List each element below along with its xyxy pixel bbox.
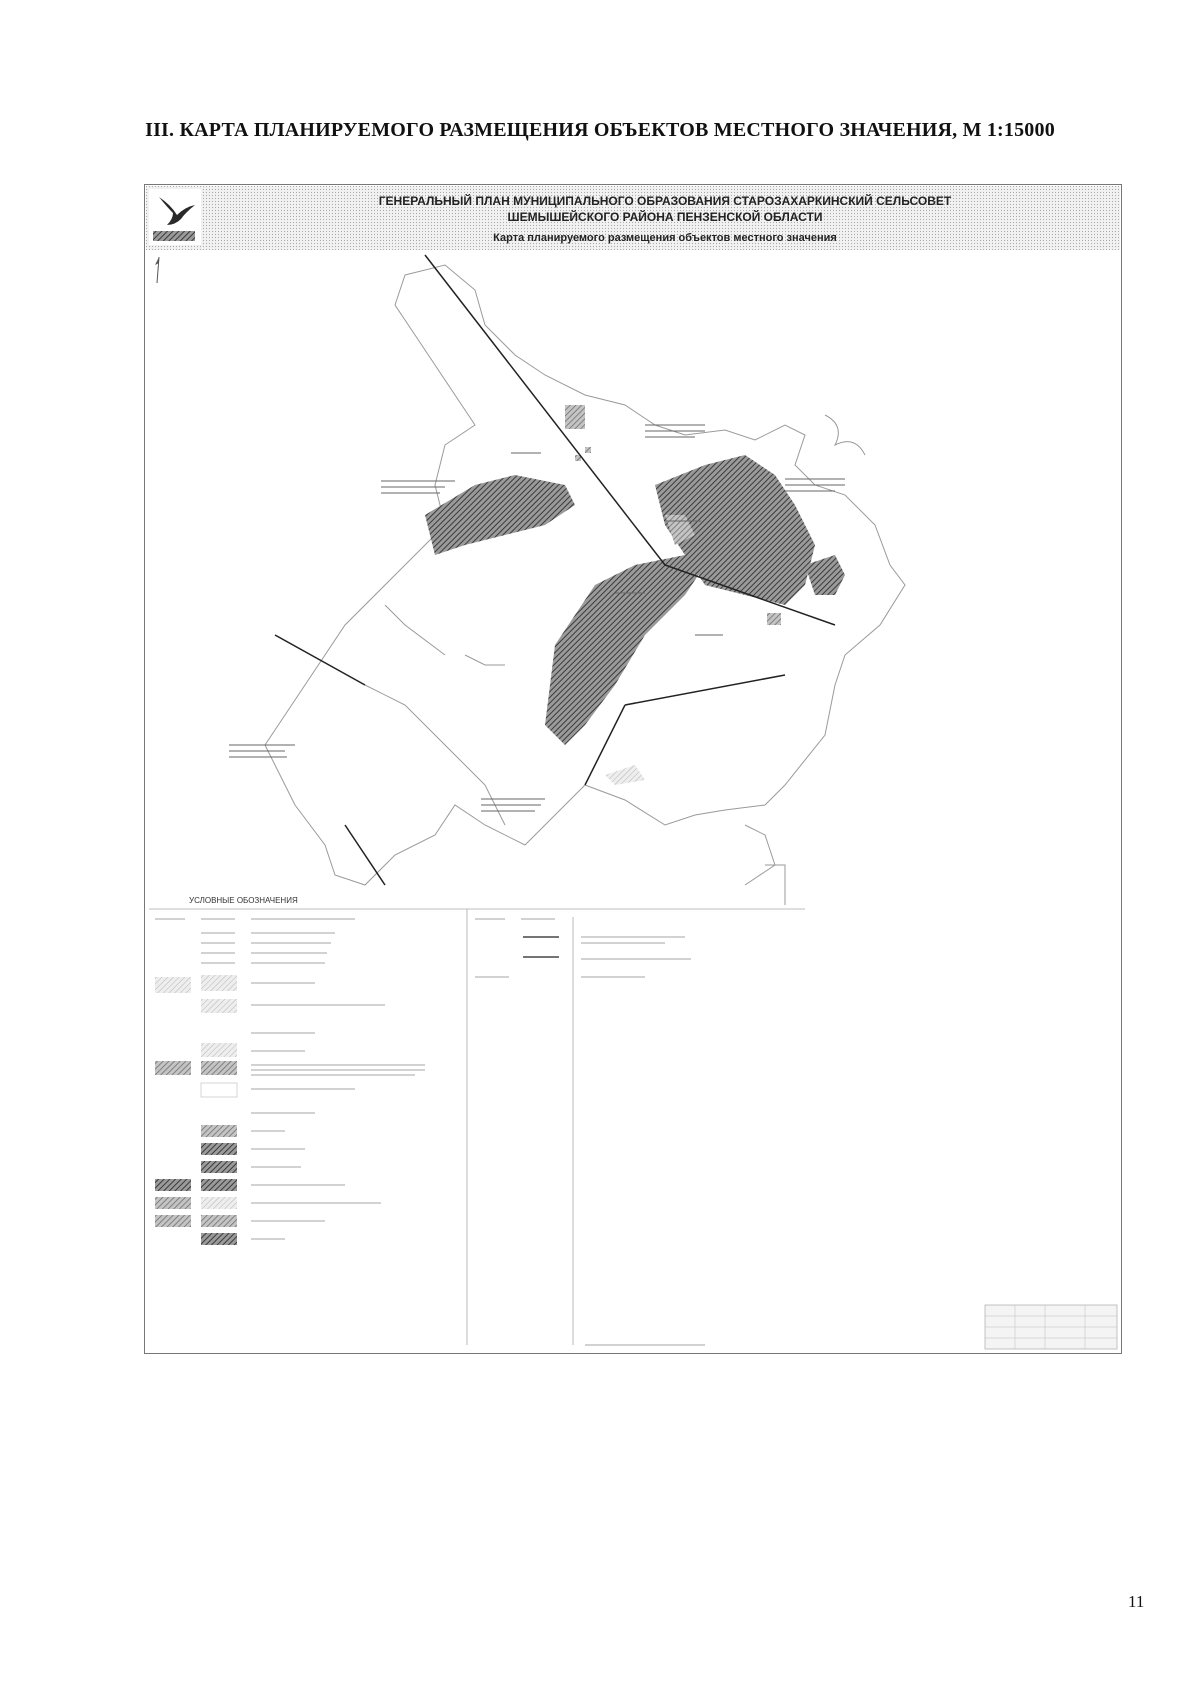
territory-outline bbox=[265, 265, 905, 905]
map-sheet bbox=[144, 184, 1122, 1354]
map-header-line2: ШЕМЫШЕЙСКОГО РАЙОНА ПЕНЗЕНСКОЙ ОБЛАСТИ bbox=[507, 210, 823, 224]
map-header-line1: ГЕНЕРАЛЬНЫЙ ПЛАН МУНИЦИПАЛЬНОГО ОБРАЗОВАНИЯ СТАРОЗАХАРКИНСКИЙ СЕЛЬСОВЕТ bbox=[378, 194, 952, 208]
map-canvas bbox=[145, 185, 1121, 1353]
title-block-stamp bbox=[985, 1305, 1117, 1349]
page-number: 11 bbox=[1128, 1592, 1145, 1611]
legend bbox=[149, 896, 805, 1345]
document-title: III. КАРТА ПЛАНИРУЕМОГО РАЗМЕЩЕНИЯ ОБЪЕКТОВ МЕСТНОГО ЗНАЧЕНИЯ, М 1:15000 bbox=[145, 119, 1055, 141]
settlement-zones bbox=[425, 405, 845, 785]
map-subtitle: Карта планируемого размещения объектов местного значения bbox=[493, 232, 837, 244]
swallow-logo-icon bbox=[149, 189, 201, 245]
north-arrow-icon bbox=[155, 257, 159, 283]
legend-title: УСЛОВНЫЕ ОБОЗНАЧЕНИЯ bbox=[189, 896, 298, 905]
